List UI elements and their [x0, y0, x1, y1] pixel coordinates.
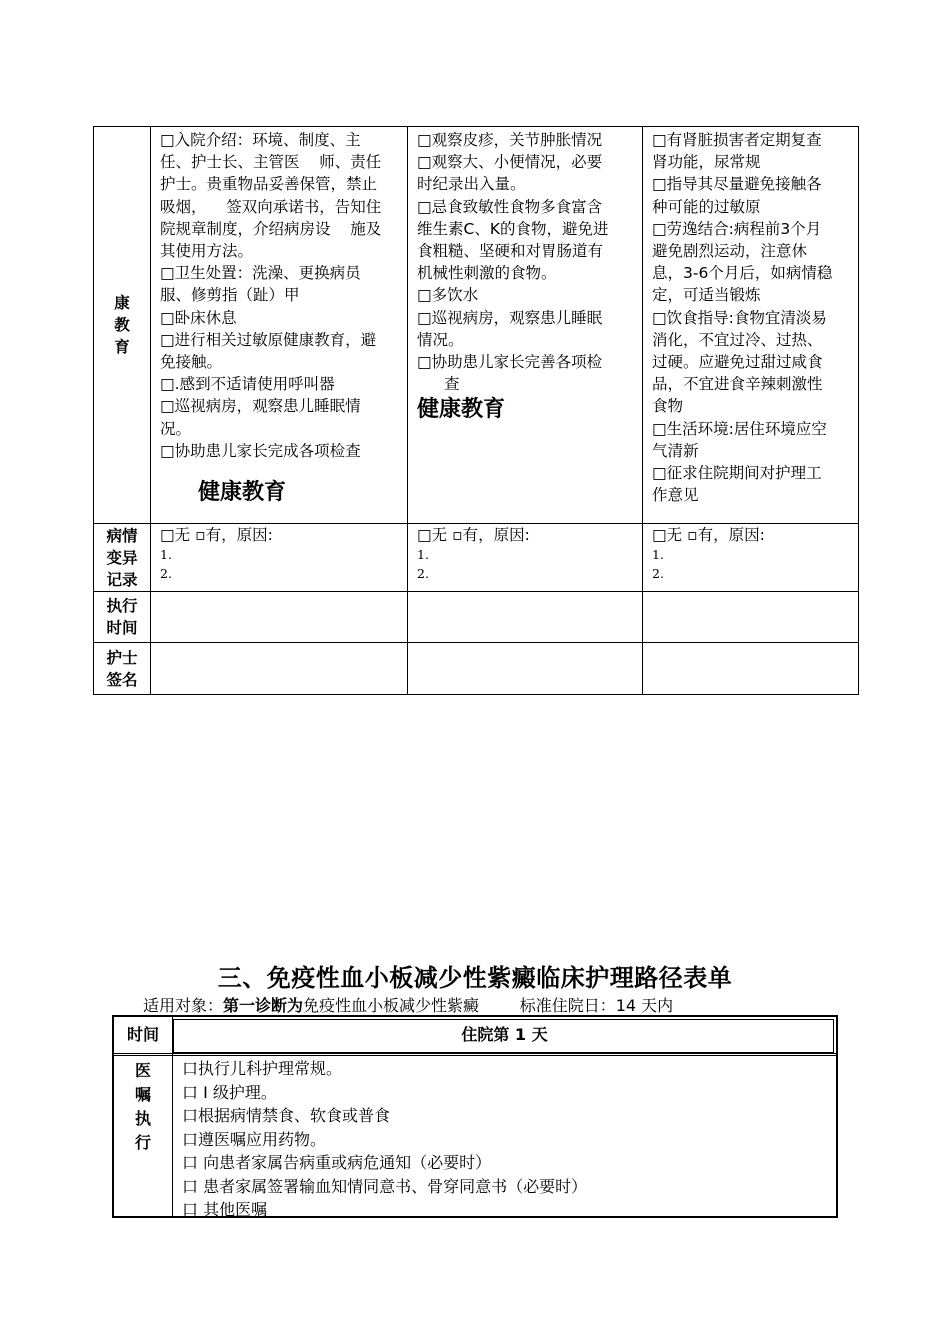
education-list-item: □饮食指导:食物宜清淡易: [652, 308, 827, 327]
education-list-day1: [160, 129, 401, 462]
exec-time-row: [94, 592, 859, 643]
day1-pathway-table: [112, 1015, 838, 1218]
order-item: 口 其他医嘱: [182, 1200, 268, 1219]
variation-row: [94, 524, 859, 592]
education-list-item: □生活环境:居住环境应空: [652, 419, 827, 438]
education-list-item: 时纪录出入量。: [417, 175, 526, 194]
education-list-item: 作意见: [652, 486, 699, 505]
variation-item-2: 2.: [160, 566, 172, 581]
orders-label-text: 医 嘱 执 行: [134, 1061, 151, 1152]
education-row-label: [94, 127, 151, 524]
education-list-item: 息，3-6个月后，如病情稳: [652, 264, 833, 283]
variation-row-label: [94, 524, 151, 592]
education-list-day3: [652, 129, 852, 506]
nursing-pathway-table: [93, 126, 859, 695]
exec-time-cell: [151, 592, 408, 643]
education-list-item: □巡视病房，观察患儿睡眠情: [160, 397, 361, 416]
section-subtitle: [143, 993, 673, 1016]
education-list-item: 食物: [652, 397, 684, 416]
education-list-item: 定，可适当锻炼: [652, 286, 761, 305]
education-list-item: 护士。贵重物品妥善保管，禁止: [160, 175, 378, 194]
education-list-item: 维生素C、K的食物，避免进: [417, 219, 609, 238]
variation-checkbox-text: □无 ▫有，原因:: [160, 526, 273, 544]
education-list-item: 吸烟， 签双向承诺书，告知住: [160, 197, 382, 216]
day1-header: 住院第 1 天: [461, 1025, 548, 1044]
education-list-item: □进行相关过敏原健康教育，避: [160, 330, 377, 349]
education-list-item: 院规章制度，介绍病房设 施及: [160, 219, 382, 238]
time-header: 时间: [126, 1025, 159, 1044]
education-list-item: □协助患儿家长完善各项检: [417, 353, 603, 372]
education-cell-day2: [408, 127, 643, 524]
order-item: 口根据病情禁食、软食或普食: [182, 1106, 391, 1125]
order-item: 口遵医嘱应用药物。: [182, 1129, 327, 1149]
health-education-heading: 健康教育: [198, 480, 287, 506]
education-list-item: □劳逸结合:病程前3个月: [652, 219, 822, 238]
education-list-item: 气清新: [652, 441, 699, 460]
education-list-item: 免接触。: [160, 353, 223, 372]
education-list-item: □指导其尽量避免接触各: [652, 175, 822, 194]
education-list-item: □观察大、小便情况，必要: [417, 153, 603, 172]
order-item: 口执行儿科护理常规。: [182, 1059, 343, 1078]
variation-item-1: 1.: [160, 547, 172, 562]
nurse-sign-cell: [151, 643, 408, 695]
orders-list: [182, 1057, 587, 1222]
education-list-item: 消化，不宜过冷、过热、: [652, 330, 823, 349]
variation-label-text: 病情 变异 记录: [106, 526, 138, 589]
variation-cell: [151, 524, 408, 592]
exec-time-cell: [408, 592, 643, 643]
education-list-item: 品，不宜进食辛辣刺激性: [652, 375, 823, 394]
exec-time-row-label: [94, 592, 151, 643]
variation-checkbox-text: □无 ▫有，原因:: [652, 526, 765, 544]
education-list-item: 情况。: [417, 330, 464, 349]
orders-row-label: [114, 1059, 172, 1155]
variation-item-1: 1.: [417, 547, 429, 562]
education-list-item: 机械性刺激的食物。: [417, 264, 557, 283]
education-list-item: 查: [444, 375, 460, 394]
variation-item-2: 2.: [417, 566, 429, 581]
education-list-item: 服、修剪指（趾）甲: [160, 286, 300, 305]
variation-checkbox-text: □无 ▫有，原因:: [417, 526, 530, 544]
nurse-sign-row-label: [94, 643, 151, 695]
education-list-item: 食粗糙、坚硬和对胃肠道有: [417, 242, 604, 261]
nurse-sign-cell: [643, 643, 859, 695]
exec-time-label-text: 执行 时间: [106, 597, 138, 637]
education-list-item: □协助患儿家长完成各项检查: [160, 441, 361, 460]
section-title: 三、免疫性血小板减少性紫癜临床护理路径表单: [217, 964, 733, 992]
education-list-item: □有肾脏损害者定期复查: [652, 131, 822, 149]
nurse-sign-cell: [408, 643, 643, 695]
education-label-text: 康 教 育: [114, 294, 130, 356]
nurse-sign-row: [94, 643, 859, 695]
education-list-item: 其使用方法。: [160, 242, 254, 261]
education-list-item: □征求住院期间对护理工: [652, 464, 822, 483]
order-item: 口 I 级护理。: [182, 1082, 277, 1102]
subtitle-rest: 免疫性血小板减少性紫癜 标准住院日：14 天内: [303, 996, 674, 1015]
education-list-item: 肾功能，尿常规: [652, 153, 761, 172]
education-list-item: □巡视病房，观察患儿睡眠: [417, 308, 603, 327]
nurse-sign-label-text: 护士 签名: [106, 648, 138, 689]
subtitle-prefix: 适用对象：: [143, 996, 224, 1015]
variation-item-1: 1.: [652, 547, 664, 562]
variation-item-2: 2.: [652, 566, 664, 581]
exec-time-cell: [643, 592, 859, 643]
education-list-item: □卧床休息: [160, 308, 237, 327]
education-list-item: □观察皮疹，关节肿胀情况: [417, 131, 603, 149]
education-list-item: □入院介绍：环境、制度、主: [160, 131, 361, 149]
order-item: 口 向患者家属告病重或病危通知（必要时）: [182, 1153, 492, 1172]
education-cell-day3: [643, 127, 859, 524]
education-list-item: 种可能的过敏原: [652, 197, 761, 216]
education-list-item: □卫生处置：洗澡、更换病员: [160, 264, 361, 283]
education-row: [94, 127, 859, 524]
education-list-item: □多饮水: [417, 286, 479, 305]
variation-cell: [643, 524, 859, 592]
variation-cell: [408, 524, 643, 592]
education-cell-day1: [151, 127, 408, 524]
education-list-item: 任、护士长、主管医 师、责任: [160, 153, 382, 172]
education-list-item: 过硬。应避免过甜过咸食: [652, 353, 823, 372]
order-item: 口 患者家属签署输血知情同意书、骨穿同意书（必要时）: [182, 1176, 588, 1196]
header-divider: [114, 1053, 836, 1056]
education-list-item: 避免剧烈运动，注意休: [652, 242, 808, 261]
education-list-item: □忌食致敏性食物多食富含: [417, 197, 603, 216]
health-education-heading: 健康教育: [417, 397, 506, 423]
education-list-day2: [417, 129, 636, 373]
education-list-item: 况。: [160, 419, 192, 438]
subtitle-bold: 第一诊断为: [223, 996, 304, 1015]
education-list-item: □.感到不适请使用呼叫器: [160, 375, 335, 394]
